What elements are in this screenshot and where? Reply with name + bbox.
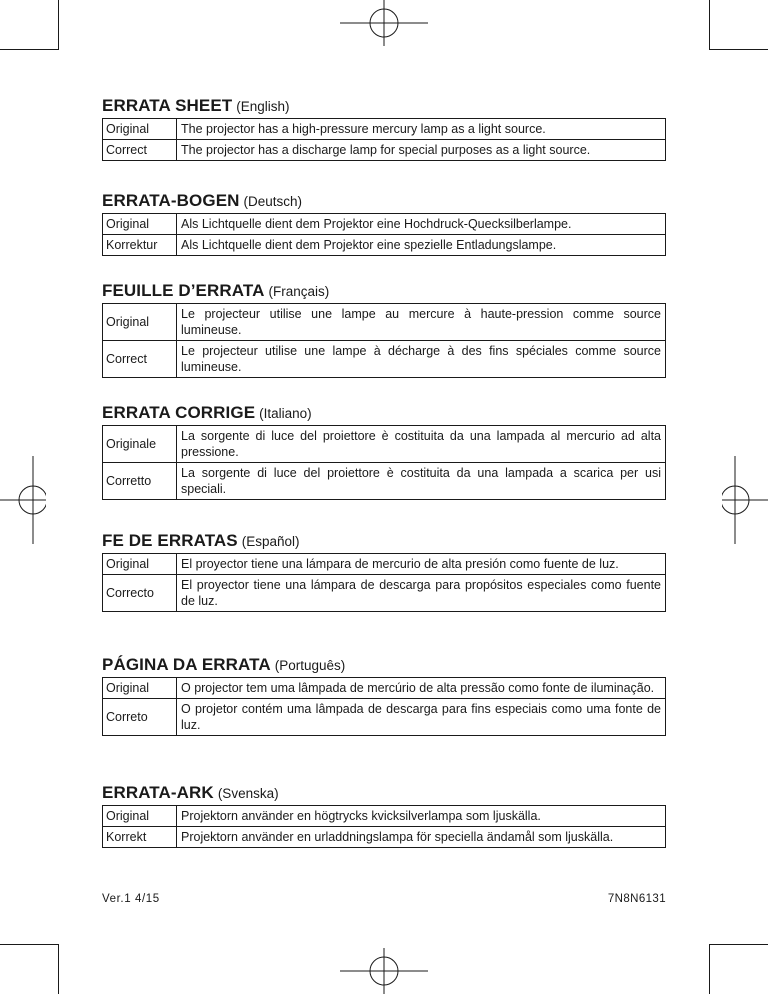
row-text: Projektorn använder en högtrycks kvicksilverlampa som ljuskälla. xyxy=(177,806,666,827)
row-text: Als Lichtquelle dient dem Projektor eine Hochdruck-Quecksilberlampe. xyxy=(177,214,666,235)
row-label: Correct xyxy=(103,140,177,161)
crop-mark xyxy=(58,944,59,994)
row-text: O projetor contém uma lâmpada de descarga para fins especiais como uma fonte de luz. xyxy=(177,699,666,736)
section-heading xyxy=(102,402,666,424)
section-heading xyxy=(102,280,666,302)
errata-section-deutsch xyxy=(102,190,666,256)
table-row xyxy=(103,554,666,575)
errata-section-english xyxy=(102,95,666,161)
row-label: Original xyxy=(103,214,177,235)
section-heading xyxy=(102,782,666,804)
table-row xyxy=(103,463,666,500)
row-label: Original xyxy=(103,304,177,341)
errata-table xyxy=(102,425,666,500)
errata-table xyxy=(102,118,666,161)
crop-mark xyxy=(710,944,768,945)
crop-mark xyxy=(58,0,59,50)
crop-mark xyxy=(0,944,58,945)
version-label: Ver.1 4/15 xyxy=(102,893,160,905)
table-row xyxy=(103,426,666,463)
crop-mark xyxy=(710,49,768,50)
errata-table xyxy=(102,677,666,736)
table-row xyxy=(103,119,666,140)
table-row xyxy=(103,235,666,256)
row-text: The projector has a discharge lamp for special purposes as a light source. xyxy=(177,140,666,161)
section-language: (Español) xyxy=(241,534,300,549)
section-heading xyxy=(102,530,666,552)
row-label: Original xyxy=(103,119,177,140)
errata-section-italiano xyxy=(102,402,666,500)
row-label: Corretto xyxy=(103,463,177,500)
table-row xyxy=(103,678,666,699)
errata-section-francais xyxy=(102,280,666,378)
section-language: (Italiano) xyxy=(259,406,312,421)
table-row xyxy=(103,341,666,378)
row-label: Original xyxy=(103,678,177,699)
crop-mark xyxy=(709,0,710,50)
table-row xyxy=(103,575,666,612)
row-text: O projector tem uma lâmpada de mercúrio de alta pressão como fonte de iluminação. xyxy=(177,678,666,699)
section-language: (Svenska) xyxy=(217,786,279,801)
row-label: Correct xyxy=(103,341,177,378)
section-language: (Français) xyxy=(268,284,330,299)
section-title: ERRATA SHEET xyxy=(102,96,233,115)
section-title: ERRATA-ARK xyxy=(102,783,214,802)
section-title: FE DE ERRATAS xyxy=(102,531,238,550)
row-text: The projector has a high-pressure mercury lamp as a light source. xyxy=(177,119,666,140)
section-heading xyxy=(102,190,666,212)
crop-mark xyxy=(0,49,58,50)
row-label: Correcto xyxy=(103,575,177,612)
section-heading xyxy=(102,95,666,117)
errata-table xyxy=(102,303,666,378)
row-label: Correto xyxy=(103,699,177,736)
section-language: (English) xyxy=(236,99,290,114)
row-label: Original xyxy=(103,554,177,575)
section-title: ERRATA-BOGEN xyxy=(102,191,240,210)
registration-mark-right xyxy=(722,452,768,548)
errata-section-svenska xyxy=(102,782,666,848)
errata-table xyxy=(102,553,666,612)
row-text: La sorgente di luce del proiettore è costituita da una lampada al mercurio ad alta pressione. xyxy=(177,426,666,463)
table-row xyxy=(103,304,666,341)
registration-mark-top xyxy=(336,0,432,46)
table-row xyxy=(103,214,666,235)
section-title: PÁGINA DA ERRATA xyxy=(102,655,271,674)
row-text: Als Lichtquelle dient dem Projektor eine spezielle Entladungslampe. xyxy=(177,235,666,256)
table-row xyxy=(103,806,666,827)
errata-section-portugues xyxy=(102,654,666,736)
row-text: El proyector tiene una lámpara de descarga para propósitos especiales como fuente de luz. xyxy=(177,575,666,612)
document-code: 7N8N6131 xyxy=(607,893,666,905)
row-text: El proyector tiene una lámpara de mercurio de alta presión como fuente de luz. xyxy=(177,554,666,575)
section-title: FEUILLE D’ERRATA xyxy=(102,281,265,300)
section-language: (Português) xyxy=(274,658,346,673)
table-row xyxy=(103,140,666,161)
table-row xyxy=(103,699,666,736)
errata-table xyxy=(102,213,666,256)
row-text: La sorgente di luce del proiettore è costituita da una lampada a scarica per usi speciali. xyxy=(177,463,666,500)
registration-mark-bottom xyxy=(336,948,432,994)
section-language: (Deutsch) xyxy=(243,194,303,209)
row-text: Le projecteur utilise une lampe au mercure à haute-pression comme source lumineuse. xyxy=(177,304,666,341)
section-title: ERRATA CORRIGE xyxy=(102,403,256,422)
row-label: Originale xyxy=(103,426,177,463)
row-label: Korrektur xyxy=(103,235,177,256)
table-row xyxy=(103,827,666,848)
row-text: Le projecteur utilise une lampe à décharge à des fins spéciales comme source lumineuse. xyxy=(177,341,666,378)
crop-mark xyxy=(709,944,710,994)
errata-table xyxy=(102,805,666,848)
section-heading xyxy=(102,654,666,676)
row-label: Original xyxy=(103,806,177,827)
row-label: Korrekt xyxy=(103,827,177,848)
row-text: Projektorn använder en urladdningslampa för speciella ändamål som ljuskälla. xyxy=(177,827,666,848)
errata-section-espanol xyxy=(102,530,666,612)
registration-mark-left xyxy=(0,452,46,548)
